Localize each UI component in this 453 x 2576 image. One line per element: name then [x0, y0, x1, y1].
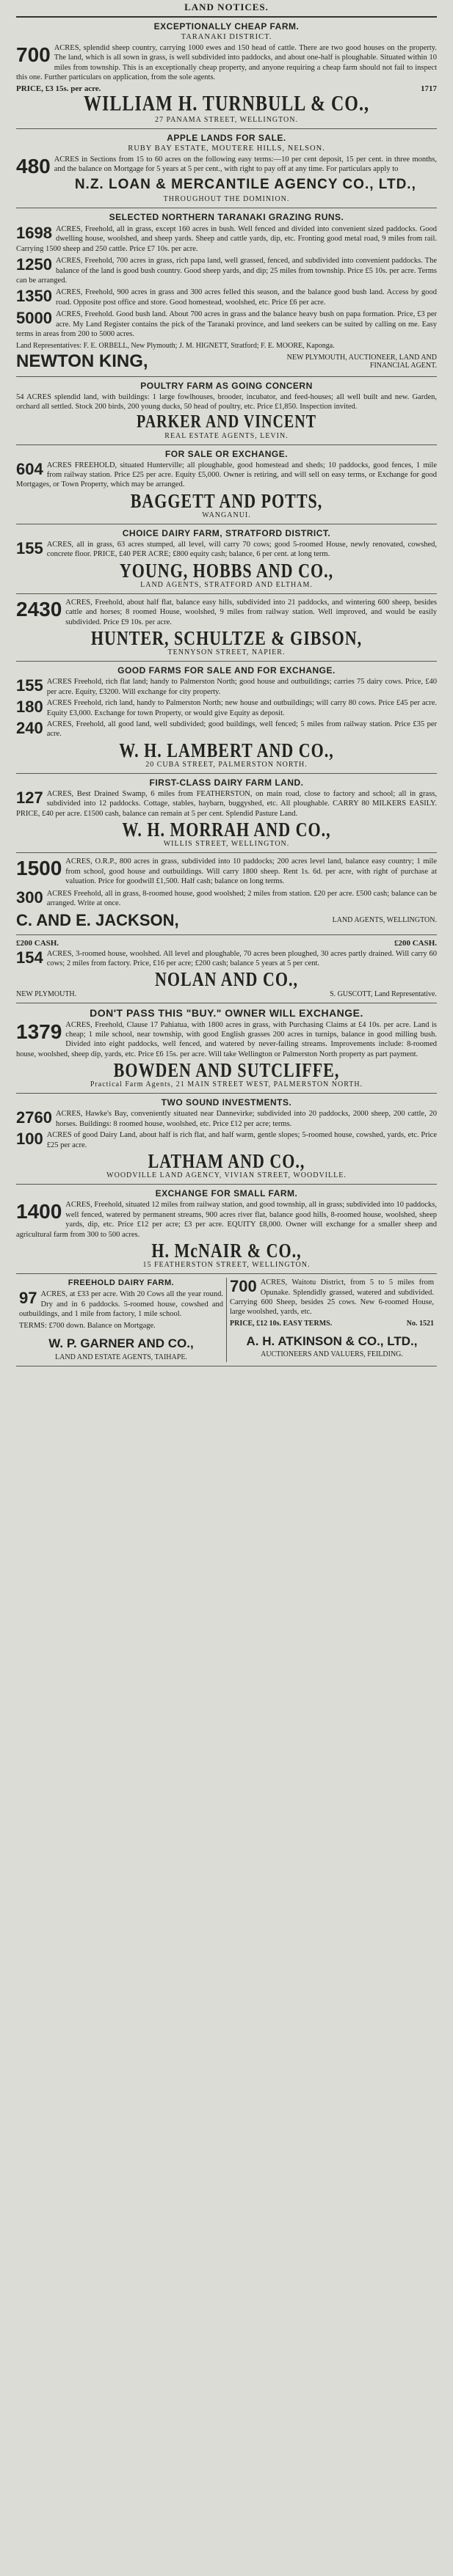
ad-body [230, 1278, 434, 1317]
ad-apple-lands [16, 129, 437, 208]
ad-heading: EXCHANGE FOR SMALL FARM. [155, 1188, 298, 1199]
acreage-figure: 300 [16, 888, 43, 907]
ad-text: ACRES, Hawke's Bay, conveniently situated near Dannevirke; subdivided into 20 paddocks, 2000 sheep, 200 cattle, 20 horses. Buildings: 8 roomed house, woolshed, etc. Price £12 per acre; terms. [55, 1110, 437, 1128]
acreage-figure: 240 [16, 719, 43, 738]
ad-body [16, 949, 437, 969]
agent-address: REAL ESTATE AGENTS, LEVIN. [164, 431, 289, 440]
price-line [230, 1320, 434, 1329]
ad-body [16, 1020, 437, 1060]
land-representatives: Land Representatives: F. E. ORBELL, New Plymouth; J. M. HIGNETT, Stratford; F. E. MOORE, Kaponga. [16, 341, 335, 350]
agent-name: H. McNAIR & CO., [151, 1238, 302, 1262]
ad-heading: APPLE LANDS FOR SALE. [167, 132, 286, 143]
ad-text: ACRES, Freehold, 700 acres in grass, rich papa land, well grassed, fenced, and subdivided into convenient paddocks. The balance of the land is good bush country. Good sheep yards, and dip; 25 miles from township. Price £5 10s. per acre. Terms can be arranged. [16, 257, 437, 285]
agent-address: TENNYSON STREET, NAPIER. [167, 648, 286, 657]
acreage-figure: 700 [230, 1277, 257, 1296]
list-item [16, 224, 437, 254]
cash-row [16, 939, 437, 948]
ad-text: ACRES, Freehold, situated 12 miles from railway station, and good township, all in grass; subdivided into 10 paddocks, well fenced, watered by permanent streams, 900 acres river flat, balance good hills, 8-roomed house, woolshed, sheep yards, dip, etc. Price £12 per acre; £3 per acre. EQUITY £8,000. Owner will exchange for a smaller sheep and agricultural farm from 300 to 500 acres. [16, 1201, 437, 1239]
agent-address: WANGANUI. [202, 511, 251, 519]
cash-label: £200 CASH. [16, 938, 59, 948]
ad-text: ACRES, splendid sheep country, carrying 1000 ewes and 150 head of cattle. There are two good houses on the property. The land, which is all sown in grass, is well subdivided into paddocks, and about one-half is ploughable. Situated within 10 miles from township. This is an exceptionally cheap property, and anyone requiring a cheap farm should not fail to inspect this one. Further particulars on application, from the sole agents. [16, 44, 437, 82]
acreage-figure: 2430 [16, 597, 62, 621]
ad-heading: TWO SOUND INVESTMENTS. [161, 1097, 292, 1108]
bottom-columns [16, 1274, 437, 1366]
ad-text: ACRES Freehold, all in grass, 8-roomed house, good woolshed; 2 miles from station. £20 per acre. £500 cash; balance can be arranged. Write at once. [46, 889, 437, 908]
ad-text: ACRES, Freehold. Good bush land. About 700 acres in grass and the balance heavy bush on papa formation. Price, £3 per acre. My Land Register contains the pick of the Taranaki province, and land seekers can be suited by calling on me. Easy terms in areas from 200 to 5000 acres. [16, 310, 437, 339]
ad-text: ACRES, Freehold, Clause 17 Pahiatua, with 1800 acres in grass, with Purchasing Claims at £4 10s. per acre. Land is cheap; 1 mile school, near township, with good English grasses 200 acres in turnips, balance in good milling bush. Divided into eight paddocks, well fenced, and watered by never-failing streams. Improvements include: 8-roomed house, woolshed, sheep dip, yards, etc. Price £6 15s. per acre. Will take Wellington or Palmerston North property as part payment. [16, 1020, 437, 1058]
ad-dont-pass [16, 1003, 437, 1094]
terms-text: TERMS: £700 down. Balance on Mortgage. [19, 1322, 156, 1331]
ad-body [16, 789, 437, 819]
acreage-figure: 180 [16, 698, 43, 717]
acreage-figure: 480 [16, 154, 51, 178]
agent-name: WILLIAM H. TURNBULL & CO., [84, 92, 369, 116]
list-item [16, 288, 437, 307]
ad-text: ACRES FREEHOLD, situated Hunterville; all ploughable, good homestead and sheds; 10 paddocks, good fences, 1 mile from railway station. Price £25 per acre. Equity £5,000. Owner is retiring, and will sell on easy terms, or Exchange for good Mortgages, or Town Property, which may be arranged. [16, 461, 437, 489]
acreage-figure: 1350 [16, 287, 52, 306]
ad-text: ACRES Freehold, rich land, handy to Palmerston North; new house and outbuildings; will carry 80 cows. Price £45 per acre. Equity £3,000. Exchange for town Property, or would give Equity as deposit. [46, 699, 437, 717]
agent-representative: S. GUSCOTT, Land Representative. [330, 989, 437, 998]
ad-text: ACRES, Freehold, about half flat, balance easy hills, subdivided into 21 paddocks, and wintering 600 sheep, besides cattle and horses; 8 roomed House, woolshed, 9 miles from railway station. Well improved, and would be easily subdivided. Price £9 10s. per acre. [65, 598, 437, 626]
agent-name: BAGGETT AND POTTS, [130, 489, 323, 512]
acreage-figure: 154 [16, 948, 43, 967]
ad-heading: FIRST-CLASS DAIRY FARM LAND. [149, 777, 304, 788]
list-item [16, 256, 437, 285]
acreage-figure: 97 [19, 1289, 37, 1308]
agent-name: W. P. GARNER AND CO., [48, 1336, 194, 1350]
acreage-figure: 1698 [16, 223, 52, 242]
page-title: LAND NOTICES. [16, 0, 437, 18]
acreage-figure: 604 [16, 459, 43, 478]
ad-body [16, 598, 437, 627]
acreage-figure: 155 [16, 538, 43, 557]
ad-heading: CHOICE DAIRY FARM, STRATFORD DISTRICT. [122, 527, 331, 538]
agent-address: WOODVILLE LAND AGENCY, VIVIAN STREET, WOODVILLE. [106, 1171, 347, 1180]
agent-name: PARKER AND VINCENT [136, 411, 317, 432]
agent-name: BOWDEN AND SUTCLIFFE, [113, 1058, 340, 1082]
ad-waitotu [226, 1278, 437, 1362]
ad-heading: EXCEPTIONALLY CHEAP FARM. [153, 21, 300, 32]
agent-address: LAND AGENTS, STRATFORD AND ELTHAM. [140, 580, 313, 589]
ad-subheading: TARANAKI DISTRICT. [181, 33, 272, 41]
agent-name: N.Z. LOAN & MERCANTILE AGENCY CO., LTD., [74, 176, 416, 192]
list-item [16, 677, 437, 697]
ad-nolan [16, 935, 437, 1003]
agent-name: HUNTER, SCHULTZE & GIBSON, [90, 626, 363, 650]
list-item [16, 1130, 437, 1150]
list-item [16, 310, 437, 339]
ad-heading: FOR SALE OR EXCHANGE. [164, 448, 289, 459]
agent-address: NEW PLYMOUTH, AUCTIONEER, LAND AND FINANCIAL AGENT. [286, 353, 437, 370]
ad-body [16, 857, 437, 886]
list-item [16, 1109, 437, 1129]
ad-heading: GOOD FARMS FOR SALE AND FOR EXCHANGE. [117, 665, 336, 676]
list-item [16, 698, 437, 718]
agent-name: LATHAM AND CO., [148, 1149, 305, 1173]
agent-address: Practical Farm Agents, 21 MAIN STREET WEST, PALMERSTON NORTH. [90, 1080, 363, 1089]
agent-address: LAND AND ESTATE AGENTS, TAIHAPE. [55, 1353, 187, 1361]
agent-row [16, 911, 437, 930]
cash-label: £200 CASH. [394, 938, 437, 948]
price-text: PRICE, £3 15s. per acre. [16, 84, 101, 93]
ad-text: ACRES in Sections from 15 to 60 acres on the following easy terms:—10 per cent deposit, 15 per cent. in three months, and the balance on Mortgage for 5 years at 5 per cent., with right to pay off at any time. For particulars apply to [54, 155, 437, 174]
agent-name: NEWTON KING, [16, 351, 148, 371]
ad-text: ACRES, Freehold, all in grass, except 160 acres in bush. Well fenced and divided into convenient sized paddocks. Good dwelling house, woolshed, and sheep yards. Sheep and cattle yards, dip, etc. Fronting good metal road, 9 miles from rail. Carrying 1500 sheep and 250 cattle. Price £7 10s. per acre. [16, 224, 437, 253]
ad-dairy-stratford [16, 524, 437, 594]
ad-ref: No. 1521 [406, 1319, 434, 1328]
ad-body [16, 1200, 437, 1240]
ad-body [16, 540, 437, 560]
agent-name: YOUNG, HOBBS AND CO., [119, 558, 334, 582]
agent-address: THROUGHOUT THE DOMINION. [163, 194, 290, 203]
ad-body [16, 889, 437, 909]
acreage-figure: 5000 [16, 309, 52, 328]
ad-text: 54 ACRES splendid land, with buildings: 1 large fowlhouses, brooder, incubator, and feed-houses; all well built and new. Garden, orchard all settled. Stock 200 birds, 200 young ducks, 50 head of poultry, etc. Price £1,850. Inspection invited. [16, 392, 437, 411]
acreage-figure: 700 [16, 43, 51, 66]
acreage-figure: 100 [16, 1130, 43, 1149]
ad-freehold-napier [16, 594, 437, 662]
agent-name: W. H. MORRAH AND CO., [122, 818, 331, 841]
agent-name: W. H. LAMBERT AND CO., [119, 738, 334, 762]
acreage-figure: 1250 [16, 255, 52, 274]
ad-cheap-farm [16, 18, 437, 129]
ad-good-farms [16, 662, 437, 774]
agent-address: AUCTIONEERS AND VALUERS, FEILDING. [261, 1350, 403, 1359]
ad-heading: POULTRY FARM AS GOING CONCERN [140, 380, 313, 391]
ad-text: ACRES, Best Drained Swamp, 6 miles from FEATHERSTON, on main road, close to factory and school; all in grass, subdivided into 12 paddocks. Cottage, stables, haybarn, buggyshed, etc. All ploughable. CARRY 80 MILKERS EASILY. PRICE, £40 per acre. £1500 cash, balance can remain at 5 per cent. Splendid Pasture Land. [16, 790, 437, 818]
price-text: PRICE, £12 10s. EASY TERMS. [230, 1319, 333, 1328]
ad-ref: 1717 [421, 84, 437, 93]
ad-jackson [16, 853, 437, 934]
agent-address: WILLIS STREET, WELLINGTON. [163, 840, 290, 849]
ad-text: ACRES, Freehold, 900 acres in grass and 300 acres felled this season, and the balance good bush land. Access by good road. Opposite post office and store. Good homestead, woolshed, etc. Price £6 per acre. [55, 288, 437, 307]
ad-text: ACRES, at £33 per acre. With 20 Cows all the year round. Dry and in 6 paddocks. 5-roomed house, cowshed and outbuildings, and 1 mile from factory, 1 mile school. [19, 1290, 223, 1319]
ad-two-investments [16, 1094, 437, 1185]
agent-address: 20 CUBA STREET, PALMERSTON NORTH. [145, 761, 308, 769]
agent-name: NOLAN AND CO., [155, 967, 298, 991]
ad-heading: FREEHOLD DAIRY FARM. [68, 1278, 175, 1288]
agent-row [16, 351, 437, 372]
list-item [16, 720, 437, 739]
agent-address: 27 PANAMA STREET, WELLINGTON. [154, 115, 299, 124]
acreage-figure: 1500 [16, 857, 62, 880]
ad-exchange-small-farm [16, 1185, 437, 1274]
ad-body [19, 1289, 223, 1319]
ad-taranaki-runs [16, 208, 437, 377]
ad-poultry-farm [16, 377, 437, 445]
agent-name: A. H. ATKINSON & CO., LTD., [246, 1333, 418, 1348]
ad-heading: SELECTED NORTHERN TARANAKI GRAZING RUNS. [109, 211, 344, 222]
agent-address: 15 FEATHERSTON STREET, WELLINGTON. [142, 1261, 311, 1270]
ad-heading: DON'T PASS THIS "BUY." OWNER WILL EXCHANGE. [90, 1006, 363, 1019]
ad-text: ACRES, Freehold, all good land, well subdivided; good buildings, well fenced; 5 miles from railway station. Price £35 per acre. [46, 720, 437, 739]
agent-address: LAND AGENTS, WELLINGTON. [332, 916, 437, 925]
acreage-figure: 1379 [16, 1020, 62, 1043]
ad-text: ACRES, 3-roomed house, woolshed. All level and ploughable, 70 acres been ploughed, 30 acres partly drained. Will carry 60 cows; 2 miles from factory. Price, £16 per acre; £200 cash; balance 5 years at 5 per cent. [46, 949, 437, 968]
ad-text: ACRES, Waitotu District, from 5 to 5 miles from Opunake. Splendidly grassed, watered and subdivided. Carrying 600 Sheep, besides 25 cows. New 6-roomed House, large woolshed, yards, etc. [230, 1278, 434, 1317]
ad-subheading: RUBY BAY ESTATE, MOUTERE HILLS, NELSON. [128, 144, 325, 153]
ad-first-class-dairy [16, 774, 437, 853]
ad-text: ACRES, O.R.P., 800 acres in grass, subdivided into 10 paddocks; 200 acres level land, balance easy country; 1 mile from school, good house and outbuildings. Will carry 1800 sheep. Rent 1s. 6d. per acre, with right of purchase at valuation. Price for goodwill £1,500. Half cash; balance on long terms. [65, 857, 437, 886]
ad-body [16, 461, 437, 490]
ad-sale-or-exchange [16, 445, 437, 524]
agent-name: C. AND E. JACKSON, [16, 910, 179, 929]
acreage-figure: 2760 [16, 1108, 52, 1127]
ad-freehold-dairy [16, 1278, 226, 1362]
ad-body [16, 154, 437, 178]
acreage-figure: 127 [16, 788, 43, 807]
ad-body [16, 43, 437, 83]
ad-text: ACRES Freehold, rich flat land; handy to Palmerston North; good house and outbuildings; carries 75 dairy cows. Price, £40 per acre. Equity, £3200. Will exchange for city property. [46, 678, 437, 696]
ad-text: ACRES of good Dairy Land, about half is rich flat, and half warm, gentle slopes; 5-roomed house, cowshed, yards, etc. Price £25 per acre. [46, 1131, 437, 1149]
agent-address: NEW PLYMOUTH. [16, 989, 77, 998]
acreage-figure: 1400 [16, 1200, 62, 1223]
agent-address-row [16, 990, 437, 998]
acreage-figure: 155 [16, 676, 43, 695]
ad-text: ACRES, all in grass, 63 acres stumped, all level, will carry 70 cows; good 5-roomed House, newly renovated, cowshed, concrete floor. PRICE, £40 PER ACRE; £800 equity cash; balance, 6 per cent. at long term. [46, 540, 437, 559]
